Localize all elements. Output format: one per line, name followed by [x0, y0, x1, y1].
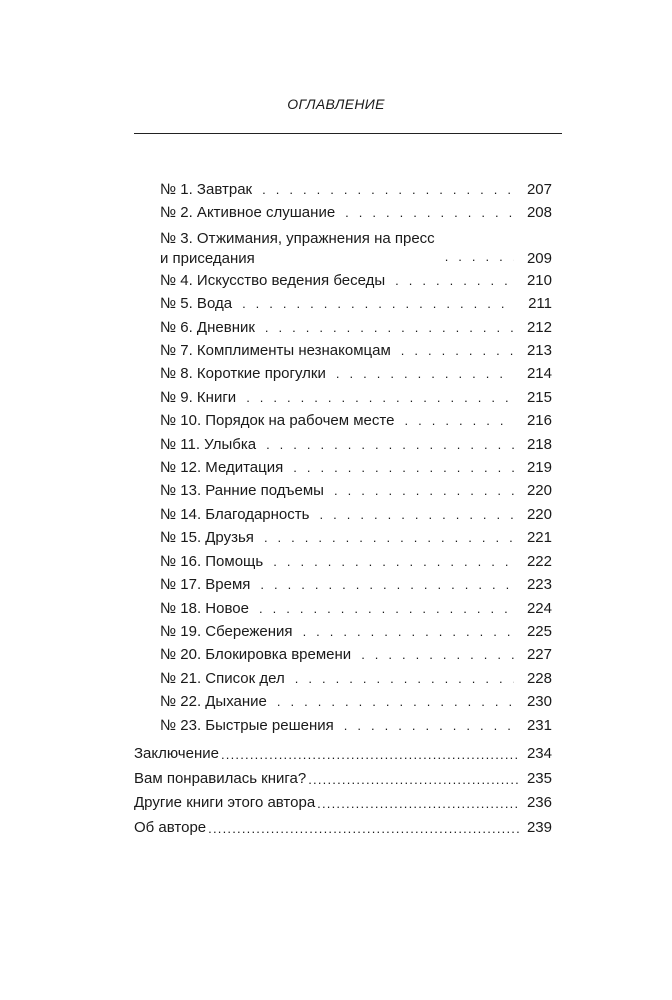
- entry-title: № 22. Дыхание: [160, 693, 267, 711]
- entry-page-number: 207: [526, 181, 552, 198]
- entry-page-number: 219: [526, 459, 552, 477]
- heading-divider: [134, 133, 562, 134]
- dot-leader: [295, 667, 514, 690]
- entry-page-number: 221: [526, 529, 552, 547]
- entry-title: № 2. Активное слушание: [160, 204, 336, 222]
- entry-title: № 5. Вода: [160, 295, 233, 313]
- dot-leader: [246, 386, 514, 409]
- toc-entry-conclusion[interactable]: [134, 742, 552, 767]
- entry-title: № 8. Короткие прогулки: [160, 365, 326, 383]
- dot-leader: [361, 643, 514, 666]
- toc-heading: ОГЛАВЛЕНИЕ: [287, 96, 385, 112]
- entry-page-number: 236: [526, 794, 552, 811]
- toc-entry-10[interactable]: [160, 409, 552, 432]
- toc-entry-15[interactable]: [160, 526, 552, 549]
- dot-leader: [404, 409, 514, 432]
- entry-title: № 10. Порядок на рабочем месте: [160, 412, 395, 430]
- entry-title: № 13. Ранние подъемы: [160, 482, 324, 500]
- entry-title: № 17. Время: [160, 576, 251, 594]
- toc-entry-3[interactable]: [160, 229, 552, 269]
- dot-leader: [319, 503, 514, 526]
- entry-title: № 15. Друзья: [160, 529, 254, 547]
- toc-entry-6[interactable]: [160, 316, 552, 339]
- entry-page-number: 220: [526, 505, 552, 523]
- entry-title: № 9. Книги: [160, 388, 237, 406]
- toc-entry-1[interactable]: [160, 178, 552, 201]
- toc-entry-4[interactable]: [160, 269, 552, 292]
- dot-leader: [334, 479, 514, 502]
- dot-leader: [395, 269, 514, 292]
- entry-page-number: 225: [526, 622, 552, 640]
- toc-entry-19[interactable]: [160, 620, 552, 643]
- dot-leader: [266, 433, 514, 456]
- entry-page-number: 212: [526, 318, 552, 336]
- entry-page-number: 224: [526, 599, 552, 617]
- toc-entry-9[interactable]: [160, 386, 552, 409]
- toc-entry-13[interactable]: [160, 479, 552, 502]
- entry-page-number: 213: [526, 342, 552, 360]
- dot-leader: [259, 597, 514, 620]
- entry-title: № 20. Блокировка времени: [160, 646, 352, 664]
- dot-leader: [317, 792, 520, 815]
- entry-title: № 18. Новое: [160, 599, 249, 617]
- dot-leader: [242, 292, 514, 315]
- dot-leader: [401, 339, 514, 362]
- entry-page-number: 234: [526, 745, 552, 762]
- entry-page-number: 210: [526, 271, 552, 289]
- entry-title: № 16. Помощь: [160, 552, 264, 570]
- entry-title: № 6. Дневник: [160, 318, 255, 336]
- entry-page-number: 216: [526, 412, 552, 430]
- dot-leader: [273, 550, 514, 573]
- toc-entry-8[interactable]: [160, 362, 552, 385]
- entry-title: № 21. Список дел: [160, 669, 285, 687]
- dot-leader: [308, 768, 520, 791]
- entry-page-number: 218: [526, 435, 552, 453]
- entry-title: № 1. Завтрак: [160, 181, 253, 198]
- toc-entry-16[interactable]: [160, 550, 552, 573]
- dot-leader: [265, 316, 514, 339]
- entry-page-number: 228: [526, 669, 552, 687]
- entry-title: № 14. Благодарность: [160, 505, 310, 523]
- dot-leader: [208, 817, 520, 840]
- entry-page-number: 220: [526, 482, 552, 500]
- dot-leader: [260, 573, 514, 596]
- dot-leader: [264, 526, 514, 549]
- entry-title: № 4. Искусство ведения беседы: [160, 271, 386, 289]
- entry-page-number: 208: [526, 204, 552, 222]
- dot-leader: [303, 620, 514, 643]
- entry-page-number: 239: [526, 818, 552, 836]
- toc-entry-5[interactable]: [160, 292, 552, 315]
- toc-entry-2[interactable]: [160, 201, 552, 224]
- entry-page-number: 230: [526, 693, 552, 711]
- entry-page-number: 211: [528, 295, 552, 313]
- toc-entry-about-author[interactable]: [134, 816, 552, 841]
- back-matter-list: [134, 742, 552, 840]
- dot-leader: [293, 456, 514, 479]
- toc-entry-17[interactable]: [160, 573, 552, 596]
- entry-page-number: 215: [526, 388, 552, 406]
- entry-title: № 7. Комплименты незнакомцам: [160, 342, 391, 360]
- dot-leader: [344, 714, 514, 737]
- toc-entry-11[interactable]: [160, 433, 552, 456]
- entry-page-number: 227: [526, 646, 552, 664]
- dot-leader: [345, 201, 514, 224]
- toc-entry-7[interactable]: [160, 339, 552, 362]
- entry-page-number: 214: [526, 365, 552, 383]
- toc-entry-22[interactable]: [160, 690, 552, 713]
- entry-title: [160, 229, 435, 269]
- entry-title-line-1: № 3. Отжимания, упражнения на пресс: [160, 229, 435, 247]
- entry-title-line-2: и приседания: [160, 249, 255, 267]
- toc-entry-18[interactable]: [160, 597, 552, 620]
- toc-entry-12[interactable]: [160, 456, 552, 479]
- toc-entry-20[interactable]: [160, 643, 552, 666]
- entry-page-number: 222: [526, 552, 552, 570]
- entry-title: Об авторе: [134, 818, 207, 836]
- entry-title: № 23. Быстрые решения: [160, 716, 334, 734]
- entry-title: Заключение: [134, 745, 219, 762]
- entry-page-number: 235: [526, 769, 552, 787]
- toc-entry-feedback[interactable]: [134, 767, 552, 792]
- entry-page-number: 223: [526, 576, 552, 594]
- entry-page-number: 209: [526, 249, 552, 267]
- entry-title: № 11. Улыбка: [160, 435, 257, 453]
- entry-title: № 19. Сбережения: [160, 622, 293, 640]
- dot-leader: [277, 690, 514, 713]
- toc-entry-23[interactable]: [160, 714, 552, 737]
- dot-leader: [336, 362, 514, 385]
- entry-title: Вам понравилась книга?: [134, 769, 307, 787]
- chapter-list: [160, 178, 552, 737]
- dot-leader: [445, 245, 514, 268]
- dot-leader: [221, 743, 520, 766]
- entry-page-number: 231: [526, 716, 552, 734]
- toc-entry-14[interactable]: [160, 503, 552, 526]
- entry-title: № 12. Медитация: [160, 459, 284, 477]
- toc-entry-21[interactable]: [160, 667, 552, 690]
- dot-leader: [262, 178, 514, 201]
- toc-entry-other-books[interactable]: [134, 791, 552, 816]
- entry-title: Другие книги этого автора: [134, 794, 316, 811]
